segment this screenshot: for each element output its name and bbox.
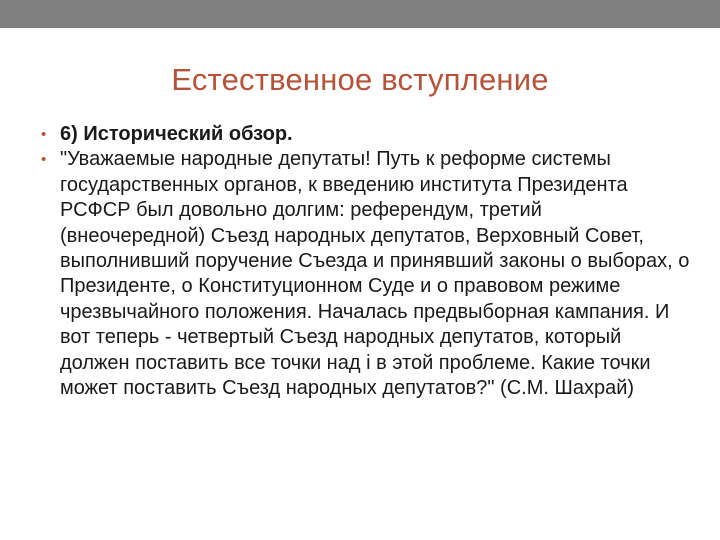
bullet-icon: • bbox=[41, 126, 47, 143]
bullet-text-quote: "Уважаемые народные депутаты! Путь к реформе системы государственных органов, к введению института Президента РСФСР был довольно долгим: референдум, третий (внеочередной) Съезд народных депутатов, Верховный Совет, выполнивший поручение Съезда и принявший законы о выборах, о Президенте, о Конституционном Суде и о правовом режиме чрезвычайного положения. Началась предвыборная кампания. И вот теперь - четвертый Съезд народных депутатов, который должен поставить все точки над i в этой проблеме. Какие точки может поставить Съезд народных депутатов?" (С.М. Шахрай) bbox=[60, 148, 690, 400]
slide-title: Естественное вступление bbox=[171, 62, 549, 97]
bullet-list bbox=[40, 122, 690, 401]
bullet-icon: • bbox=[41, 151, 47, 169]
bullet-text-heading: 6) Исторический обзор. bbox=[60, 123, 293, 145]
top-bar bbox=[0, 0, 720, 28]
bullet-item bbox=[40, 122, 690, 147]
bullet-item bbox=[40, 147, 690, 401]
